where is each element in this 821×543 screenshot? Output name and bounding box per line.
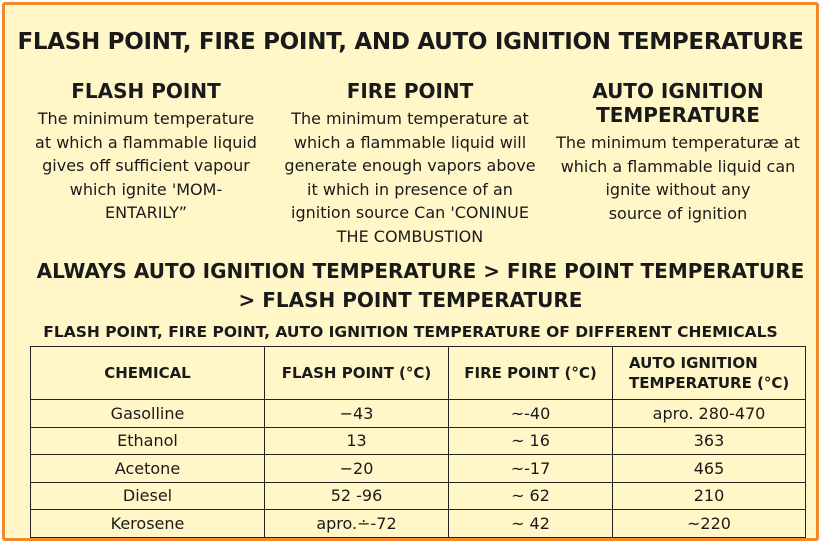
auto-ignition-heading	[550, 79, 806, 127]
header-fire-point: FIRE POINT (°C)	[449, 347, 613, 400]
description-line: The minimum temperature at	[291, 109, 529, 128]
cell-chemical: Gasolline	[31, 400, 265, 428]
fire-point-description	[275, 107, 545, 248]
table-header-row	[31, 347, 806, 400]
description-line: which ignite 'MOM-	[69, 179, 223, 199]
cell-flash-point: 52 -96	[265, 482, 449, 510]
description-line: generate enough vapors above	[284, 156, 536, 175]
cell-fire-point: ~-40	[449, 400, 613, 428]
page-title: FLASH POINT, FIRE POINT, AND AUTO IGNITION TEMPERATURE	[17, 29, 804, 55]
fire-point-heading: FIRE POINT	[346, 79, 474, 103]
cell-flash-point: −43	[265, 400, 449, 428]
description-line: The minimum temperature	[37, 109, 255, 128]
description-line: ignition source Can 'CONINUE	[291, 203, 529, 222]
description-line: at which a flammable liquid	[35, 132, 257, 152]
cell-auto-ignition: 465	[613, 455, 806, 483]
table-row	[31, 427, 806, 455]
header-flash-point: FLASH POINT (°C)	[265, 347, 449, 400]
table-row	[31, 482, 806, 510]
description-line: THE COMBUSTION	[336, 226, 484, 246]
heading-line: TEMPERATURE	[596, 103, 760, 127]
cell-auto-ignition: 363	[613, 427, 806, 455]
heading-line: AUTO IGNITION	[592, 79, 764, 103]
chemicals-table	[30, 346, 806, 538]
comparison-line: > FLASH POINT TEMPERATURE	[238, 288, 583, 312]
cell-chemical: Kerosene	[31, 510, 265, 538]
description-line: The minimum temperaturæ at	[556, 133, 800, 152]
description-line: gives off sufficient vapour	[42, 156, 250, 175]
table-row	[31, 510, 806, 538]
auto-ignition-description	[550, 131, 806, 225]
cell-chemical: Ethanol	[31, 427, 265, 455]
cell-flash-point: −20	[265, 455, 449, 483]
flash-point-section	[23, 79, 269, 225]
cell-auto-ignition: apro. 280-470	[613, 400, 806, 428]
description-line: ignite without any	[605, 180, 751, 199]
cell-auto-ignition: 210	[613, 482, 806, 510]
header-auto-ignition	[613, 347, 806, 400]
description-line: source of ignition	[608, 203, 748, 223]
table-caption: FLASH POINT, FIRE POINT, AUTO IGNITION TEMPERATURE OF DIFFERENT CHEMICALS	[43, 323, 778, 341]
cell-chemical: Diesel	[31, 482, 265, 510]
flash-point-description	[23, 107, 269, 225]
table-row	[31, 400, 806, 428]
cell-chemical: Acetone	[31, 455, 265, 483]
header-line: TEMPERATURE (°C)	[629, 374, 790, 392]
table-row	[31, 455, 806, 483]
comparison-line: ALWAYS AUTO IGNITION TEMPERATURE > FIRE POINT TEMPERATURE	[36, 259, 805, 283]
cell-fire-point: ~-17	[449, 455, 613, 483]
fire-point-section	[275, 79, 545, 248]
description-line: which a flammable liquid can	[560, 156, 796, 176]
cell-fire-point: ~ 16	[449, 427, 613, 455]
cell-flash-point: 13	[265, 427, 449, 455]
cell-fire-point: ~ 62	[449, 482, 613, 510]
cell-auto-ignition: ~220	[613, 510, 806, 538]
description-line: which a flammable liquid will	[293, 132, 527, 152]
cell-flash-point: apro.∸-72	[265, 510, 449, 538]
description-line: it which in presence of an	[307, 179, 513, 199]
comparison-statement	[5, 257, 816, 315]
cell-fire-point: ~ 42	[449, 510, 613, 538]
auto-ignition-section	[550, 79, 806, 225]
flash-point-heading: FLASH POINT	[71, 79, 221, 103]
header-line: AUTO IGNITION	[629, 354, 758, 372]
infographic-panel	[2, 2, 819, 541]
description-line: ENTARILY”	[105, 203, 187, 222]
header-chemical: CHEMICAL	[31, 347, 265, 400]
